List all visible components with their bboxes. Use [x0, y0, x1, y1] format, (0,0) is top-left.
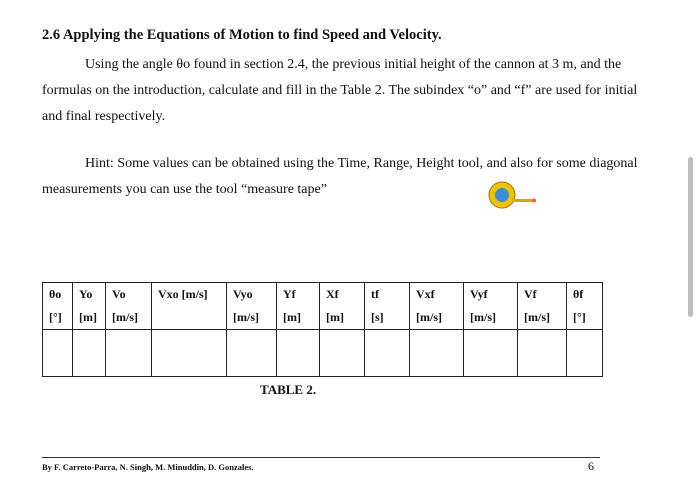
- scrollbar-thumb[interactable]: [688, 157, 693, 317]
- header-cell: Vxo [m/s]: [152, 283, 227, 307]
- table-cell: [73, 330, 106, 377]
- units-cell: [m]: [320, 306, 365, 330]
- units-cell: [°]: [567, 306, 603, 330]
- table-cell: [277, 330, 320, 377]
- units-cell: [152, 306, 227, 330]
- table-cell: [152, 330, 227, 377]
- table-cell: [227, 330, 277, 377]
- header-cell: Yf: [277, 283, 320, 307]
- header-cell: Yo: [73, 283, 106, 307]
- header-cell: tf: [365, 283, 410, 307]
- units-cell: [m/s]: [106, 306, 152, 330]
- header-cell: Xf: [320, 283, 365, 307]
- page-number: 6: [588, 459, 594, 473]
- table-cell: [365, 330, 410, 377]
- table-cell: [43, 330, 73, 377]
- table-cell: [320, 330, 365, 377]
- units-cell: [m/s]: [227, 306, 277, 330]
- header-cell: Vo: [106, 283, 152, 307]
- units-cell: [°]: [43, 306, 73, 330]
- units-cell: [m/s]: [464, 306, 518, 330]
- units-cell: [m/s]: [410, 306, 464, 330]
- header-cell: θo: [43, 283, 73, 307]
- table-header-row: [43, 283, 603, 307]
- table-cell: [106, 330, 152, 377]
- table-caption: TABLE 2.: [260, 382, 317, 397]
- header-cell: Vxf: [410, 283, 464, 307]
- header-cell: Vyo: [227, 283, 277, 307]
- data-table: [42, 282, 603, 377]
- table-units-row: [43, 306, 603, 330]
- units-cell: [m]: [277, 306, 320, 330]
- table-row: [43, 330, 603, 377]
- header-cell: Vyf: [464, 283, 518, 307]
- header-cell: θf: [567, 283, 603, 307]
- table-cell: [567, 330, 603, 377]
- table-cell: [464, 330, 518, 377]
- footer-divider: [42, 457, 600, 458]
- measure-tape-icon: [487, 180, 539, 210]
- footer-authors: By F. Carreto-Parra, N. Singh, M. Minuddin, D. Gonzales.: [42, 462, 254, 472]
- instructions-paragraph: Using the angle θo found in section 2.4, the previous initial height of the cannon at 3 m, and the formulas on the introduction, calculate and fill in the Table 2. The subindex “o” and “f” are used for initial and final respectively.: [42, 57, 638, 124]
- units-cell: [m]: [73, 306, 106, 330]
- section-heading: 2.6 Applying the Equations of Motion to find Speed and Velocity.: [42, 27, 442, 43]
- table-cell: [410, 330, 464, 377]
- hint-paragraph: Hint: Some values can be obtained using the Time, Range, Height tool, and also for some diagonal measurements you can use the tool “measure tape”: [42, 156, 638, 197]
- units-cell: [s]: [365, 306, 410, 330]
- header-cell: Vf: [518, 283, 567, 307]
- units-cell: [m/s]: [518, 306, 567, 330]
- table-cell: [518, 330, 567, 377]
